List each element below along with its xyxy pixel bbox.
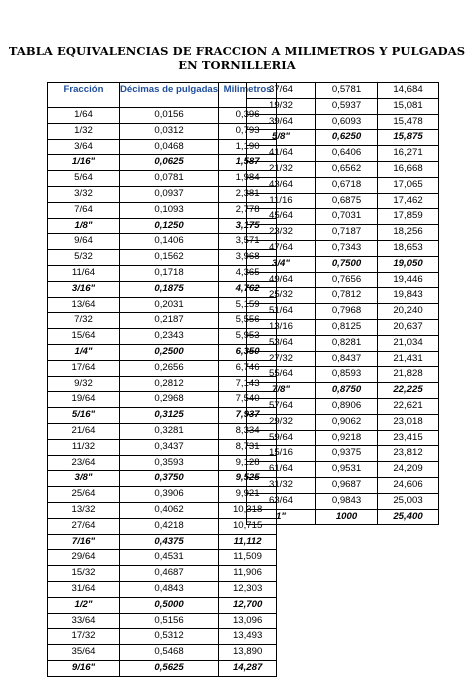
cell-decimas: 0,8281 [316,335,378,351]
table-row [48,550,277,566]
cell-fraccion: 63/64 [247,493,316,509]
cell-decimas: 0,7656 [316,272,378,288]
cell-decimas: 0,1250 [120,218,219,234]
table-row [48,471,277,487]
cell-decimas: 0,6718 [316,177,378,193]
cell-milimetros: 14,684 [378,83,439,99]
cell-fraccion: 15/32 [48,566,120,582]
cell-decimas: 0,7343 [316,240,378,256]
cell-milimetros: 1,984 [219,171,277,187]
table-row [247,272,439,288]
table-row [247,288,439,304]
cell-decimas: 0,4062 [120,502,219,518]
cell-milimetros: 7,540 [219,392,277,408]
table-row [48,186,277,202]
table-row [48,423,277,439]
cell-milimetros: 8,334 [219,423,277,439]
header-milimetros: Milimetros [219,83,277,108]
cell-milimetros: 18,256 [378,225,439,241]
cell-fraccion: 9/64 [48,234,120,250]
cell-milimetros: 14,287 [219,660,277,676]
table-row [247,177,439,193]
cell-decimas: 0,7968 [316,304,378,320]
cell-milimetros: 24,209 [378,462,439,478]
cell-fraccion: 7/64 [48,202,120,218]
table-row [247,398,439,414]
cell-milimetros: 15,081 [378,98,439,114]
cell-milimetros: 4,365 [219,265,277,281]
cell-decimas: 0,2343 [120,329,219,345]
table-row [247,130,439,146]
cell-fraccion: 5/8" [247,130,316,146]
cell-fraccion: 21/64 [48,423,120,439]
cell-decimas: 0,8750 [316,383,378,399]
table-row [247,446,439,462]
cell-milimetros: 24,606 [378,477,439,493]
cell-decimas: 0,2656 [120,360,219,376]
cell-milimetros: 1,587 [219,155,277,171]
cell-decimas: 0,6250 [316,130,378,146]
cell-milimetros: 13,096 [219,613,277,629]
cell-milimetros: 21,034 [378,335,439,351]
cell-milimetros: 19,446 [378,272,439,288]
table-row [247,319,439,335]
cell-decimas: 0,7187 [316,225,378,241]
cell-milimetros: 5,556 [219,313,277,329]
cell-decimas: 0,5312 [120,629,219,645]
cell-milimetros: 8,731 [219,439,277,455]
cell-milimetros: 19,050 [378,256,439,272]
cell-fraccion: 59/64 [247,430,316,446]
cell-decimas: 0,8593 [316,367,378,383]
table-row [48,408,277,424]
cell-decimas: 0,3750 [120,471,219,487]
table-row [48,455,277,471]
table-row [48,566,277,582]
cell-decimas: 0,1562 [120,250,219,266]
cell-decimas: 0,3281 [120,423,219,439]
cell-fraccion: 31/32 [247,477,316,493]
cell-decimas: 0,7500 [316,256,378,272]
header-fraccion: Fracción [48,83,120,108]
cell-milimetros: 9,128 [219,455,277,471]
cell-fraccion: 27/64 [48,518,120,534]
header-decimas: Décimas de pulgadas [120,83,219,108]
cell-fraccion: 17/64 [48,360,120,376]
table-row [48,250,277,266]
table-row [247,351,439,367]
cell-fraccion: 1" [247,509,316,525]
table-row [48,597,277,613]
cell-decimas: 0,4687 [120,566,219,582]
cell-milimetros: 20,240 [378,304,439,320]
table-row [247,240,439,256]
cell-fraccion: 11/16 [247,193,316,209]
cell-fraccion: 1/4" [48,344,120,360]
table-row [247,493,439,509]
cell-milimetros: 1,190 [219,139,277,155]
cell-fraccion: 13/32 [48,502,120,518]
document-subtitle: EN TORNILLERIA [178,58,296,72]
cell-decimas: 0,6093 [316,114,378,130]
table-row [247,161,439,177]
cell-decimas: 0,2187 [120,313,219,329]
cell-milimetros: 23,018 [378,414,439,430]
cell-fraccion: 11/64 [48,265,120,281]
cell-decimas: 0,9843 [316,493,378,509]
cell-decimas: 0,2968 [120,392,219,408]
cell-milimetros: 2,381 [219,186,277,202]
cell-milimetros: 0,396 [219,108,277,124]
cell-decimas: 0,2031 [120,297,219,313]
table-row [48,392,277,408]
cell-milimetros: 12,700 [219,597,277,613]
cell-fraccion: 53/64 [247,335,316,351]
cell-fraccion: 37/64 [247,83,316,99]
cell-milimetros: 23,812 [378,446,439,462]
cell-fraccion: 25/64 [48,487,120,503]
cell-decimas: 0,7031 [316,209,378,225]
cell-fraccion: 5/16" [48,408,120,424]
cell-decimas: 0,2812 [120,376,219,392]
cell-fraccion: 25/32 [247,288,316,304]
cell-fraccion: 3/64 [48,139,120,155]
table-row [48,123,277,139]
cell-decimas: 0,4375 [120,534,219,550]
cell-milimetros: 17,859 [378,209,439,225]
cell-milimetros: 6,746 [219,360,277,376]
cell-fraccion: 19/64 [48,392,120,408]
cell-decimas: 0,9062 [316,414,378,430]
cell-milimetros: 4,762 [219,281,277,297]
cell-fraccion: 9/32 [48,376,120,392]
cell-milimetros: 18,653 [378,240,439,256]
cell-milimetros: 16,271 [378,146,439,162]
cell-fraccion: 9/16" [48,660,120,676]
cell-milimetros: 22,225 [378,383,439,399]
cell-decimas: 0,1875 [120,281,219,297]
cell-fraccion: 49/64 [247,272,316,288]
cell-fraccion: 3/8" [48,471,120,487]
table-row [247,430,439,446]
cell-fraccion: 1/16" [48,155,120,171]
table-body-left [48,108,277,677]
table-row [247,477,439,493]
table-row [48,645,277,661]
cell-decimas: 0,0625 [120,155,219,171]
cell-fraccion: 11/32 [48,439,120,455]
cell-milimetros: 23,415 [378,430,439,446]
cell-milimetros: 25,400 [378,509,439,525]
table-row [48,108,277,124]
table-row [48,344,277,360]
cell-fraccion: 39/64 [247,114,316,130]
table-row [247,383,439,399]
cell-fraccion: 17/32 [48,629,120,645]
conversion-table-right [246,82,439,525]
cell-fraccion: 7/32 [48,313,120,329]
cell-fraccion: 33/64 [48,613,120,629]
cell-milimetros: 12,303 [219,581,277,597]
table-row [247,209,439,225]
cell-fraccion: 3/16" [48,281,120,297]
cell-milimetros: 3,968 [219,250,277,266]
cell-milimetros: 9,525 [219,471,277,487]
cell-milimetros: 21,431 [378,351,439,367]
table-row [247,414,439,430]
cell-decimas: 0,5625 [120,660,219,676]
cell-fraccion: 3/32 [48,186,120,202]
cell-fraccion: 5/32 [48,250,120,266]
cell-fraccion: 13/64 [48,297,120,313]
cell-decimas: 0,0156 [120,108,219,124]
cell-fraccion: 1/32 [48,123,120,139]
table-row [48,234,277,250]
cell-fraccion: 51/64 [247,304,316,320]
cell-decimas: 0,3437 [120,439,219,455]
cell-milimetros: 5,953 [219,329,277,345]
cell-milimetros: 16,668 [378,161,439,177]
cell-milimetros: 6,350 [219,344,277,360]
table-row [247,193,439,209]
cell-milimetros: 17,065 [378,177,439,193]
cell-decimas: 0,5468 [120,645,219,661]
table-row [48,171,277,187]
table-header-row [48,83,277,108]
table-row [48,313,277,329]
cell-decimas: 0,3125 [120,408,219,424]
cell-decimas: 0,1093 [120,202,219,218]
document-title: TABLA EQUIVALENCIAS DE FRACCION A MILIMETROS Y PULGADAS [8,44,466,58]
table-row [247,98,439,114]
table-row [48,439,277,455]
table-row [247,114,439,130]
cell-decimas: 0,9375 [316,446,378,462]
cell-fraccion: 41/64 [247,146,316,162]
cell-decimas: 0,5781 [316,83,378,99]
cell-fraccion: 23/32 [247,225,316,241]
cell-decimas: 0,2500 [120,344,219,360]
cell-milimetros: 21,828 [378,367,439,383]
cell-fraccion: 45/64 [247,209,316,225]
table-row [48,581,277,597]
cell-fraccion: 43/64 [247,177,316,193]
cell-milimetros: 15,478 [378,114,439,130]
table-row [48,613,277,629]
cell-milimetros: 11,906 [219,566,277,582]
cell-fraccion: 15/64 [48,329,120,345]
cell-decimas: 0,6875 [316,193,378,209]
cell-fraccion: 31/64 [48,581,120,597]
cell-fraccion: 19/32 [247,98,316,114]
table-row [48,329,277,345]
cell-fraccion: 7/8" [247,383,316,399]
cell-milimetros: 20,637 [378,319,439,335]
table-row [48,534,277,550]
cell-milimetros: 11,509 [219,550,277,566]
table-row [48,376,277,392]
cell-decimas: 0,7812 [316,288,378,304]
cell-milimetros: 0,793 [219,123,277,139]
conversion-table-left [47,82,277,677]
cell-fraccion: 7/16" [48,534,120,550]
cell-fraccion: 29/32 [247,414,316,430]
cell-milimetros: 25,003 [378,493,439,509]
table-row [48,202,277,218]
cell-milimetros: 15,875 [378,130,439,146]
cell-fraccion: 23/64 [48,455,120,471]
cell-decimas: 0,5156 [120,613,219,629]
table-row [247,83,439,99]
cell-decimas: 0,1406 [120,234,219,250]
table-row [247,509,439,525]
cell-decimas: 0,0781 [120,171,219,187]
cell-decimas: 0,8906 [316,398,378,414]
cell-fraccion: 35/64 [48,645,120,661]
cell-decimas: 0,9218 [316,430,378,446]
cell-decimas: 0,3593 [120,455,219,471]
cell-decimas: 0,6562 [316,161,378,177]
cell-decimas: 0,5000 [120,597,219,613]
cell-milimetros: 7,143 [219,376,277,392]
cell-milimetros: 7,937 [219,408,277,424]
cell-decimas: 0,4218 [120,518,219,534]
table-row [48,297,277,313]
table-body-right [247,83,439,525]
cell-decimas: 0,4843 [120,581,219,597]
table-row [247,335,439,351]
table-row [48,518,277,534]
table-row [48,281,277,297]
cell-fraccion: 55/64 [247,367,316,383]
cell-fraccion: 13/16 [247,319,316,335]
table-row [48,155,277,171]
table-row [48,629,277,645]
table-row [48,360,277,376]
table-row [48,139,277,155]
table-row [48,502,277,518]
cell-decimas: 0,3906 [120,487,219,503]
cell-fraccion: 1/2" [48,597,120,613]
table-row [247,462,439,478]
cell-decimas: 0,0468 [120,139,219,155]
cell-milimetros: 2,778 [219,202,277,218]
cell-fraccion: 21/32 [247,161,316,177]
cell-decimas: 0,6406 [316,146,378,162]
cell-milimetros: 19,843 [378,288,439,304]
cell-milimetros: 9,921 [219,487,277,503]
table-row [247,304,439,320]
cell-decimas: 1000 [316,509,378,525]
cell-fraccion: 5/64 [48,171,120,187]
table-row [48,660,277,676]
cell-fraccion: 47/64 [247,240,316,256]
table-row [48,265,277,281]
cell-milimetros: 13,493 [219,629,277,645]
cell-milimetros: 10,318 [219,502,277,518]
cell-milimetros: 13,890 [219,645,277,661]
cell-milimetros: 5,159 [219,297,277,313]
cell-fraccion: 1/64 [48,108,120,124]
cell-fraccion: 27/32 [247,351,316,367]
cell-milimetros: 10,715 [219,518,277,534]
cell-milimetros: 3,175 [219,218,277,234]
table-row [247,225,439,241]
cell-fraccion: 57/64 [247,398,316,414]
cell-milimetros: 11,112 [219,534,277,550]
cell-milimetros: 22,621 [378,398,439,414]
cell-fraccion: 61/64 [247,462,316,478]
cell-decimas: 0,9687 [316,477,378,493]
cell-decimas: 0,0312 [120,123,219,139]
cell-decimas: 0,8437 [316,351,378,367]
cell-decimas: 0,5937 [316,98,378,114]
cell-decimas: 0,1718 [120,265,219,281]
table-row [48,218,277,234]
cell-fraccion: 3/4" [247,256,316,272]
table-row [247,146,439,162]
cell-fraccion: 29/64 [48,550,120,566]
cell-decimas: 0,9531 [316,462,378,478]
cell-decimas: 0,4531 [120,550,219,566]
cell-decimas: 0,8125 [316,319,378,335]
cell-milimetros: 17,462 [378,193,439,209]
cell-decimas: 0,0937 [120,186,219,202]
table-row [48,487,277,503]
cell-milimetros: 3,571 [219,234,277,250]
cell-fraccion: 1/8" [48,218,120,234]
cell-fraccion: 15/16 [247,446,316,462]
table-row [247,367,439,383]
table-row [247,256,439,272]
